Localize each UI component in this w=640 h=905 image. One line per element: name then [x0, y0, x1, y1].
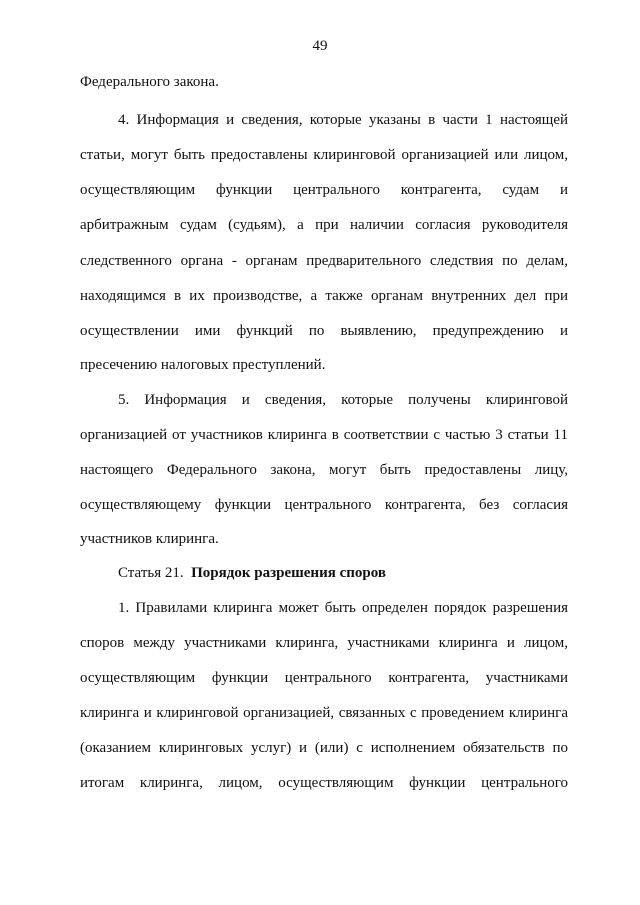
text-line: осуществляющим функции центрального контрагента, участниками [80, 670, 568, 686]
text-line: осуществляющим функции центрального контрагента, судам и [80, 182, 568, 198]
text-line: споров между участниками клиринга, участниками клиринга и лицом, [80, 635, 568, 651]
article-number: Статья 21. [118, 565, 184, 581]
text-line: пресечению налоговых преступлений. [80, 357, 326, 373]
article-heading [118, 564, 568, 582]
text-line: 4. Информация и сведения, которые указаны в части 1 настоящей [118, 112, 568, 128]
text-line: клиринга и клиринговой организацией, связанных с проведением клиринга [80, 705, 568, 721]
text-line: статьи, могут быть предоставлены клиринговой организацией или лицом, [80, 147, 568, 163]
text-line: осуществлении ими функций по выявлению, предупреждению и [80, 323, 568, 339]
text-line: находящимся в их производстве, а также органам внутренних дел при [80, 288, 568, 304]
text-line: участников клиринга. [80, 531, 219, 547]
text-line: итогам клиринга, лицом, осуществляющим функции центрального [80, 775, 568, 791]
article-title: Порядок разрешения споров [191, 565, 386, 581]
text-line: 5. Информация и сведения, которые получены клиринговой [118, 392, 568, 408]
text-line: осуществляющему функции центрального контрагента, без согласия [80, 497, 568, 513]
text-line: Федерального закона. [80, 74, 219, 90]
text-line: следственного органа - органам предварительного следствия по делам, [80, 253, 568, 269]
text-line: 1. Правилами клиринга может быть определен порядок разрешения [118, 600, 568, 616]
text-line: настоящего Федерального закона, могут быть предоставлены лицу, [80, 462, 568, 478]
text-line: организацией от участников клиринга в соответствии с частью 3 статьи 11 [80, 427, 568, 443]
text-line: (оказанием клиринговых услуг) и (или) с исполнением обязательств по [80, 740, 568, 756]
text-line: арбитражным судам (судьям), а при наличии согласия руководителя [80, 217, 568, 233]
page-number: 49 [312, 38, 328, 54]
